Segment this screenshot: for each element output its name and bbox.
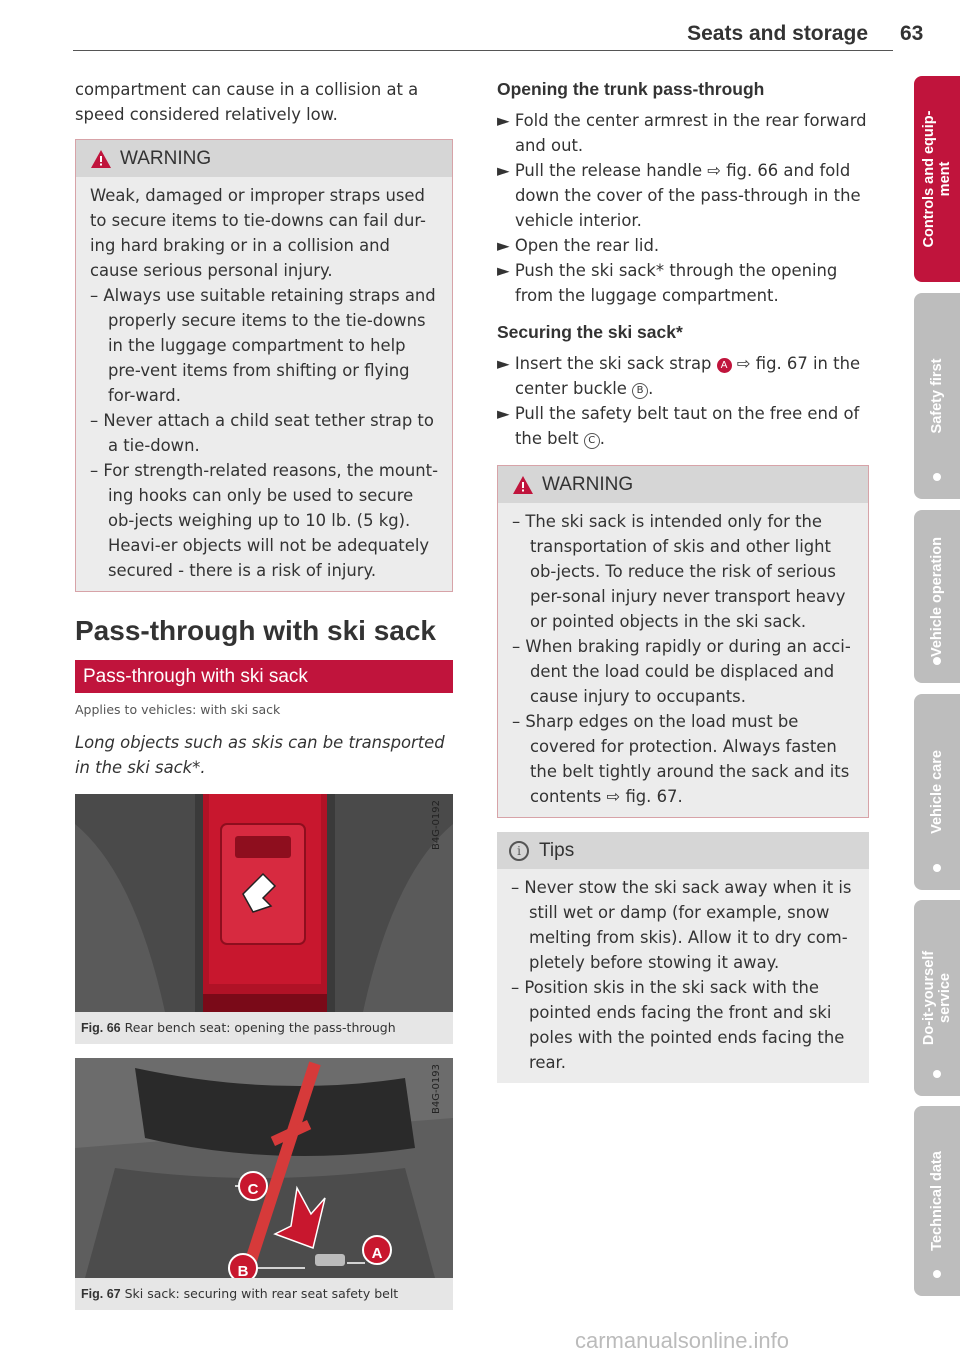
tab-label: Controls and equip- ment <box>921 110 953 248</box>
callout-b-marker: B <box>632 383 648 399</box>
warning-item: – Never attach a child seat tether strap to a tie-down. <box>90 411 434 455</box>
intro-italic: Long objects such as skis can be transported in the ski sack*. <box>75 733 445 777</box>
tab-vehicle-operation[interactable] <box>914 510 960 683</box>
header-divider <box>73 50 893 51</box>
step-item: ► Pull the release handle ⇨ fig. 66 and fold down the cover of the pass-through in the vehicle interior. <box>497 161 861 230</box>
warning-header <box>498 466 868 503</box>
figure-label: Fig. 67 <box>81 1287 121 1301</box>
warning-title: WARNING <box>120 148 212 169</box>
tab-dot-icon <box>933 473 941 481</box>
step-text: ⇨ fig. 67 in the center buckle <box>515 354 861 398</box>
step-item <box>497 401 869 451</box>
tips-box <box>497 832 869 1083</box>
tab-dot-icon <box>933 1070 941 1078</box>
callout-b: B <box>237 1263 249 1280</box>
section-heading: Pass-through with ski sack <box>75 615 436 646</box>
page-number: 63 <box>900 22 924 45</box>
callout-c: C <box>247 1181 259 1198</box>
left-column <box>75 77 453 1310</box>
warning-triangle-icon <box>90 149 112 169</box>
step-item <box>497 351 869 401</box>
figure-67-image <box>75 1058 453 1278</box>
tab-label: Technical data <box>929 1151 945 1251</box>
warning-box <box>75 139 453 592</box>
tab-label: Do-it-yourself service <box>921 950 953 1046</box>
figure-caption-text: Ski sack: securing with rear seat safety belt <box>124 1286 399 1301</box>
tips-item: – Never stow the ski sack away when it is still wet or damp (for example, snow melting from skis). Allow it to dry com-pletely before stowing it away. <box>511 878 852 972</box>
callout-a: A <box>371 1245 383 1262</box>
step-text: ► Insert the ski sack strap <box>497 354 712 373</box>
warning-triangle-icon <box>512 475 534 495</box>
warning-item: – For strength-related reasons, the mount-ing hooks can only be used to secure ob-jects weighing up to 10 lb. (5 kg). Heavi-er objects will not be adequately secured - there is a risk of injury. <box>90 461 439 580</box>
info-icon: i <box>509 841 529 861</box>
tab-technical-data[interactable] <box>914 1106 960 1296</box>
tab-safety-first[interactable] <box>914 293 960 499</box>
tab-do-it-yourself-service[interactable] <box>914 900 960 1096</box>
watermark: carmanualsonline.info <box>575 1328 790 1353</box>
tab-controls-and-equipment[interactable] <box>914 76 960 282</box>
step-item: ► Fold the center armrest in the rear forward and out. <box>497 111 867 155</box>
callout-c-marker: C <box>584 433 600 449</box>
figure-66-caption <box>75 1012 453 1044</box>
tab-label: Safety first <box>929 358 945 434</box>
subsection-band-heading: Pass-through with ski sack <box>75 660 453 693</box>
figure-67-caption <box>75 1278 453 1310</box>
step-text: . <box>648 379 654 398</box>
step-text: ► Pull the safety belt taut on the free end of the belt <box>497 404 860 448</box>
figure-code: B4G-0192 <box>431 800 442 851</box>
tips-body <box>497 869 869 1083</box>
opening-heading: Opening the trunk pass-through <box>497 79 765 99</box>
warning-body <box>498 503 868 817</box>
warning-box <box>497 465 869 818</box>
warning-item: – Always use suitable retaining straps and properly secure items to the tie-downs in the luggage compartment to help pre-vent items from shifting or flying for-ward. <box>90 286 436 405</box>
right-column <box>497 77 869 1083</box>
figure-caption-text: Rear bench seat: opening the pass-through <box>124 1020 396 1035</box>
step-text: . <box>599 429 606 448</box>
warning-item: – When braking rapidly or during an acci-dent the load could be displaced and cause injury to occupants. <box>512 637 851 706</box>
ski-sack-illustration <box>75 1058 453 1278</box>
tab-dot-icon <box>933 657 941 665</box>
tab-dot-icon <box>933 864 941 872</box>
tips-header <box>497 832 869 869</box>
warning-body <box>76 177 452 591</box>
warning-paragraph: Weak, damaged or improper straps used to secure items to tie-downs can fail dur-ing hard braking or in a collision and cause serious personal injury. <box>90 186 426 280</box>
step-item: ► Push the ski sack* through the opening from the luggage compartment. <box>497 261 838 305</box>
warning-item: – Sharp edges on the load must be covered for protection. Always fasten the belt tightly around the sack and its contents ⇨ fig. 67. <box>512 712 850 806</box>
tips-item: – Position skis in the ski sack with the pointed ends facing the front and ski poles with the pointed ends facing the rear. <box>511 978 845 1072</box>
callout-a-marker: A <box>717 358 732 373</box>
warning-title: WARNING <box>542 474 634 495</box>
securing-heading: Securing the ski sack* <box>497 322 683 342</box>
step-item: ► Open the rear lid. <box>497 236 660 255</box>
figure-label: Fig. 66 <box>81 1021 121 1035</box>
tips-title: Tips <box>539 840 575 861</box>
tab-vehicle-care[interactable] <box>914 694 960 890</box>
figure-code: B4G-0193 <box>431 1064 442 1115</box>
tab-label: Vehicle operation <box>929 536 945 657</box>
tab-label: Vehicle care <box>929 750 945 834</box>
pass-through-illustration <box>75 794 453 1012</box>
warning-item: – The ski sack is intended only for the transportation of skis and other light ob-jects. To reduce the risk of serious per-sonal injury never transport heavy or pointed objects in the ski sack. <box>512 512 846 631</box>
figure-66-image <box>75 794 453 1012</box>
tab-dot-icon <box>933 1270 941 1278</box>
applies-to-note: Applies to vehicles: with ski sack <box>75 702 281 717</box>
warning-header <box>76 140 452 177</box>
section-title: Seats and storage <box>687 22 868 45</box>
continued-text: compartment can cause in a collision at a speed considered relatively low. <box>75 80 419 124</box>
